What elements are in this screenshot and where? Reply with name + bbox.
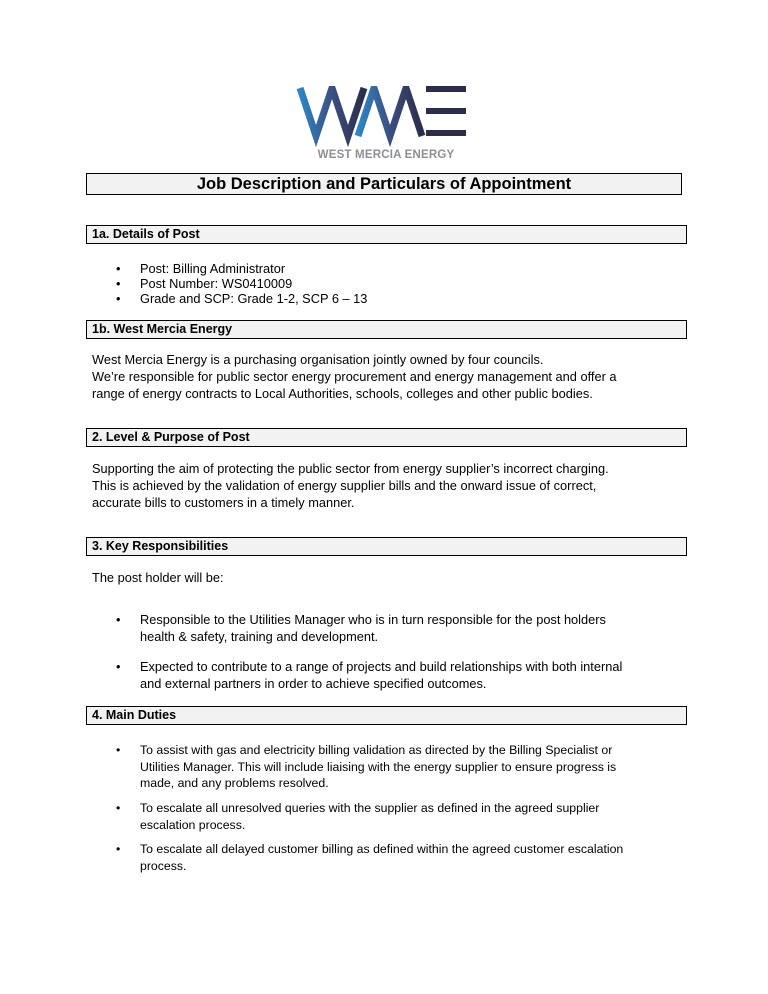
bullet-icon: • (116, 261, 121, 276)
section-heading-west-mercia-energy: 1b. West Mercia Energy (86, 320, 687, 339)
section-heading-main-duties: 4. Main Duties (86, 706, 687, 725)
bullet-icon: • (116, 743, 121, 757)
bullet-icon: • (116, 842, 121, 856)
section-intro: The post holder will be: (92, 570, 224, 585)
bullet-icon: • (116, 612, 121, 627)
bullet-icon: • (116, 291, 121, 306)
bullet-icon: • (116, 659, 121, 674)
document-title: Job Description and Particulars of Appointment (86, 173, 682, 195)
logo-wordmark: WEST MERCIA ENERGY (317, 149, 455, 161)
bullet-icon: • (116, 801, 121, 815)
section-heading-key-responsibilities: 3. Key Responsibilities (86, 537, 687, 556)
bullet-icon: • (116, 276, 121, 291)
section-paragraph: Supporting the aim of protecting the public sector from energy supplier’s incorrect charging. This is achieved by the validation of energy supplier bills and the onward issue of correct, accurate bills to customers in a timely manner. (92, 461, 609, 510)
section-heading-details-of-post: 1a. Details of Post (86, 225, 687, 244)
section-paragraph: West Mercia Energy is a purchasing organisation jointly owned by four councils. We’re responsible for public sector energy procurement and energy management and offer a range of energy contracts to Local Authorities, schools, colleges and other public bodies. (92, 352, 617, 401)
section-heading-level-purpose: 2. Level & Purpose of Post (86, 428, 687, 447)
